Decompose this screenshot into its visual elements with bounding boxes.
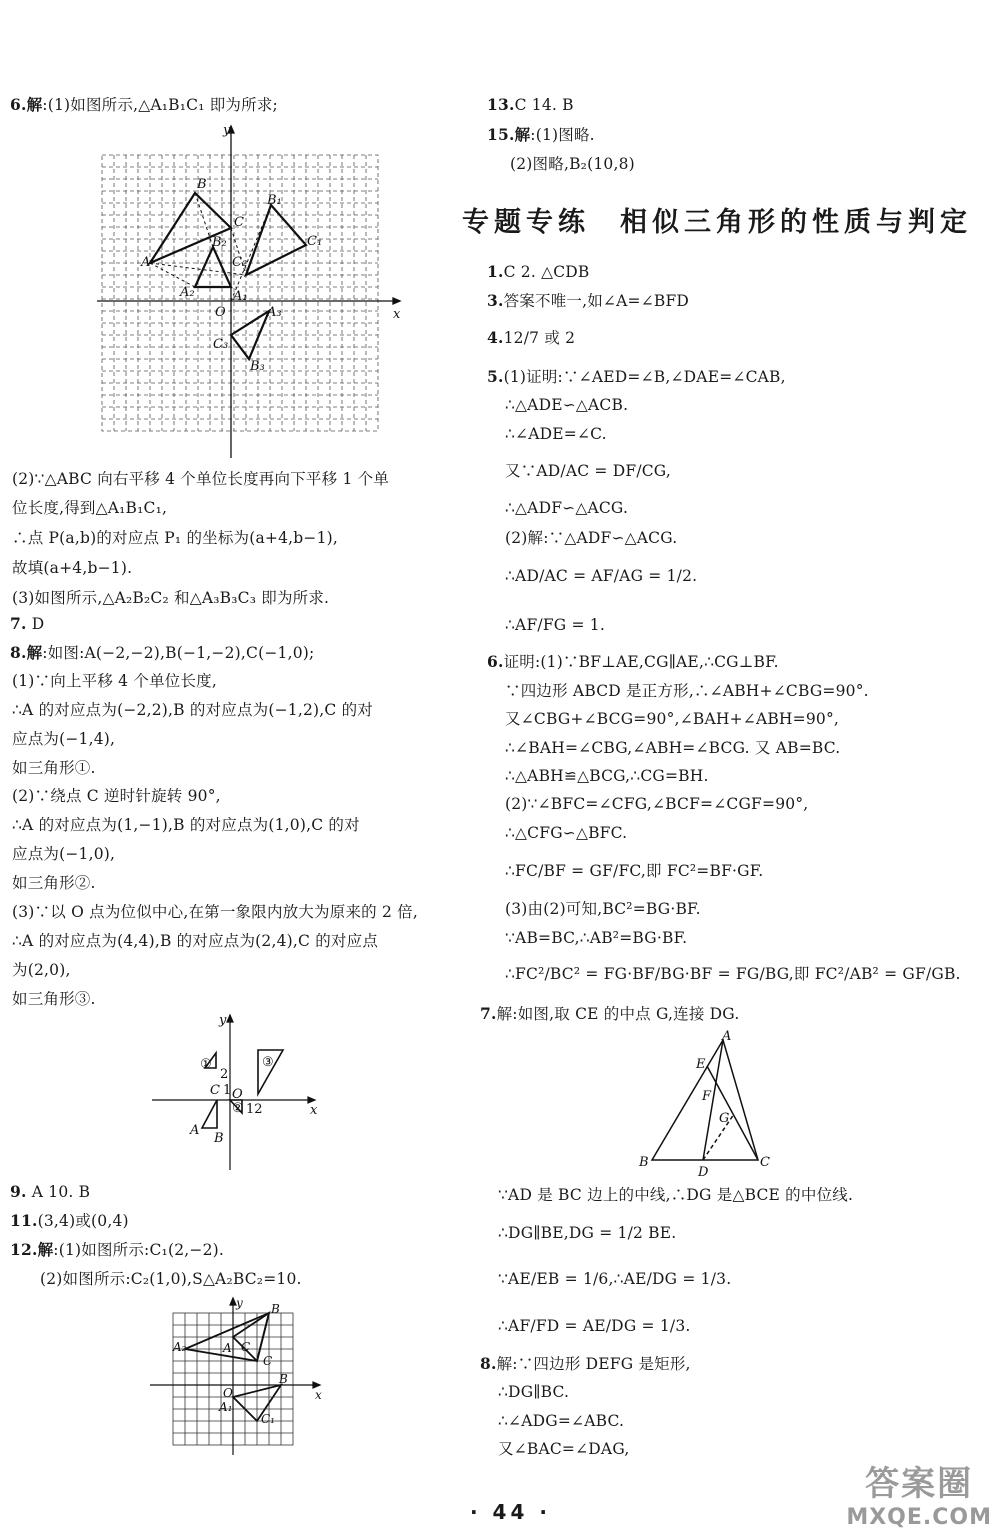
label-b: B <box>639 1155 649 1170</box>
q13-14-line: 13.C 14. B <box>487 95 574 114</box>
label-b: B <box>214 1131 224 1146</box>
q8-line5: 如三角形①. <box>12 759 96 777</box>
triangle-1-label: ① <box>200 1057 212 1072</box>
q8-line10: (3)∵以 O 点为位似中心,在第一象限内放大为原来的 2 倍, <box>12 903 418 921</box>
q8-line3: ∴A 的对应点为(−2,2),B 的对应点为(−1,2),C 的对 <box>12 701 374 719</box>
label-c2: C₂ <box>232 255 248 270</box>
y-label: y <box>236 1296 243 1310</box>
label-b2: B₂ <box>212 235 227 250</box>
origin-label: O <box>232 1087 243 1102</box>
q6-line1: 6.解:(1)如图所示,△A₁B₁C₁ 即为所求; <box>10 95 278 114</box>
s-q6-line8: ∴FC/BF = GF/FC,即 FC²=BF·GF. <box>505 862 764 880</box>
label-a: A <box>190 1123 200 1138</box>
s-q7-line2: ∵AD 是 BC 边上的中线,∴DG 是△BCE 的中位线. <box>498 1186 854 1204</box>
s-q1-2-line: 1.C 2. △CDB <box>487 262 590 281</box>
s-q7-line5: ∴AF/FD = AE/DG = 1/3. <box>498 1317 691 1335</box>
label-c: C <box>234 215 244 230</box>
label-c: C <box>263 1354 273 1368</box>
label-b3: B₃ <box>250 359 265 374</box>
q8-line4: 应点为(−1,4), <box>12 730 116 748</box>
s-q3-line: 3.答案不唯一,如∠A=∠BFD <box>487 291 690 310</box>
label-a2: A₂ <box>173 1340 187 1354</box>
x-label: x <box>393 307 401 322</box>
page-number: · 44 · <box>470 1500 551 1524</box>
label-b1: B <box>279 1372 288 1386</box>
q9-10-line: 9. A 10. B <box>10 1182 91 1201</box>
s-q8-line1: 8.解:∵四边形 DEFG 是矩形, <box>480 1354 691 1373</box>
tick-12: 12 <box>246 1102 263 1117</box>
s-q5-line2: ∴△ADE∽△ACB. <box>505 396 629 414</box>
s-q5-line4: 又∵AD/AC = DF/CG, <box>505 462 671 480</box>
q8-line2: (1)∵向上平移 4 个单位长度, <box>12 672 217 690</box>
label-a1: A₁ <box>219 1400 233 1414</box>
s-q6-line6: (2)∵∠BFC=∠CFG,∠BCF=∠CGF=90°, <box>505 795 809 813</box>
q6-line2: (2)∵△ABC 向右平移 4 个单位长度再向下平移 1 个单 <box>12 470 390 488</box>
y-label: y <box>219 1013 227 1028</box>
label-c1: C₁ <box>261 1412 275 1426</box>
label-c2: C <box>241 1340 251 1354</box>
q8-line9: 如三角形②. <box>12 874 96 892</box>
q8-line13: 如三角形③. <box>12 990 96 1008</box>
s-q4-line: 4.12/7 或 2 <box>487 328 576 347</box>
tick-2: 2 <box>220 1067 229 1082</box>
s-q6-line5: ∴△ABH≌△BCG,∴CG=BH. <box>505 767 709 785</box>
s-q6-line7: ∴△CFG∽△BFC. <box>505 824 628 842</box>
figure-q7-triangle <box>630 1030 780 1178</box>
axes <box>97 126 400 458</box>
q8-line12: 为(2,0), <box>12 961 71 979</box>
tick-1: 1 <box>223 1083 232 1098</box>
s-q7-line3: ∴DG∥BE,DG = 1/2 BE. <box>498 1224 677 1242</box>
s-q6-line4: ∴∠BAH=∠CBG,∠ABH=∠BCG. 又 AB=BC. <box>505 739 841 757</box>
s-q5-line8: ∴AF/FG = 1. <box>505 616 605 634</box>
s-q8-line3: ∴∠ADG=∠ABC. <box>498 1412 625 1430</box>
s-q5-line1: 5.(1)证明:∵∠AED=∠B,∠DAE=∠CAB, <box>487 367 786 386</box>
s-q6-line11: ∴FC²/BC² = FG·BF/BG·BF = FG/BG,即 FC²/AB² = GF/GB. <box>505 965 961 983</box>
s-q6-line9: (3)由(2)可知,BC²=BG·BF. <box>505 900 701 918</box>
label-a: A <box>141 255 151 270</box>
origin-label: O <box>215 305 226 320</box>
q15-line2: (2)图略,B₂(10,8) <box>510 155 635 173</box>
label-a: A <box>223 1341 232 1355</box>
q8-line1: 8.解:如图:A(−2,−2),B(−1,−2),C(−1,0); <box>10 643 315 662</box>
q15-line1: 15.解:(1)图略. <box>487 125 595 144</box>
label-g: G <box>719 1111 730 1126</box>
x-label: x <box>315 1388 322 1402</box>
s-q8-line4: 又∠BAC=∠DAG, <box>498 1440 630 1458</box>
section-title: 专题专练 相似三角形的性质与判定 <box>462 207 972 238</box>
s-q5-line7: ∴AD/AC = AF/AG = 1/2. <box>505 567 698 585</box>
s-q5-line3: ∴∠ADE=∠C. <box>505 425 607 443</box>
label-d: D <box>698 1165 709 1178</box>
q11-line: 11.(3,4)或(0,4) <box>10 1211 129 1230</box>
label-f: F <box>702 1089 712 1104</box>
q12-line1: 12.解:(1)如图所示:C₁(2,−2). <box>10 1240 225 1259</box>
triangle-2-label: ② <box>232 1101 244 1116</box>
figure-q6-grid <box>95 118 415 463</box>
q6-line3: 位长度,得到△A₁B₁C₁, <box>12 499 168 517</box>
s-q5-line5: ∴△ADF∽△ACG. <box>505 499 629 517</box>
s-q8-line2: ∴DG∥BC. <box>498 1383 570 1401</box>
label-b: B <box>197 177 207 192</box>
figure-q12-grid <box>145 1295 345 1460</box>
q7-line: 7. D <box>10 614 45 633</box>
q8-line7: ∴A 的对应点为(1,−1),B 的对应点为(1,0),C 的对 <box>12 816 360 834</box>
watermark-text: 答案圈 <box>865 1464 974 1504</box>
label-b1: B₁ <box>267 193 282 208</box>
label-e: E <box>696 1057 706 1072</box>
q6-line6: (3)如图所示,△A₂B₂C₂ 和△A₃B₃C₃ 即为所求. <box>12 589 330 607</box>
s-q7-line4: ∵AE/EB = 1/6,∴AE/DG = 1/3. <box>498 1270 732 1288</box>
s-q6-line3: 又∠CBG+∠BCG=90°,∠BAH+∠ABH=90°, <box>505 710 840 728</box>
figure-q8-axes <box>150 1010 330 1175</box>
s-q5-line6: (2)解:∵△ADF∽△ACG. <box>505 529 678 547</box>
watermark-url: MXQE.COM <box>846 1505 992 1530</box>
s-q6-line2: ∵四边形 ABCD 是正方形,∴∠ABH+∠CBG=90°. <box>505 682 869 700</box>
q6-line4: ∴点 P(a,b)的对应点 P₁ 的坐标为(a+4,b−1), <box>12 529 339 547</box>
x-label: x <box>310 1103 318 1118</box>
q12-line2: (2)如图所示:C₂(1,0),S△A₂BC₂=10. <box>40 1270 302 1288</box>
label-b: B <box>271 1302 280 1316</box>
label-a2: A₂ <box>180 285 195 300</box>
label-a: A <box>722 1030 732 1044</box>
q8-line11: ∴A 的对应点为(4,4),B 的对应点为(2,4),C 的对应点 <box>12 932 379 950</box>
s-q6-line10: ∵AB=BC,∴AB²=BG·BF. <box>505 929 688 947</box>
label-a1: A₁ <box>233 289 248 304</box>
q8-line6: (2)∵绕点 C 逆时针旋转 90°, <box>12 787 221 805</box>
s-q7-line1: 7.解:如图,取 CE 的中点 G,连接 DG. <box>480 1004 740 1023</box>
label-a3: A₃ <box>267 305 282 320</box>
label-c: C <box>210 1083 220 1098</box>
triangle-3-label: ③ <box>262 1055 274 1070</box>
q6-line5: 故填(a+4,b−1). <box>12 559 133 577</box>
label-c1: C₁ <box>307 234 323 249</box>
watermark <box>846 1456 992 1530</box>
label-c3: C₃ <box>213 337 229 352</box>
label-c: C <box>760 1155 770 1170</box>
s-q6-line1: 6.证明:(1)∵BF⊥AE,CG∥AE,∴CG⊥BF. <box>487 652 779 671</box>
y-label: y <box>223 123 231 138</box>
q8-line8: 应点为(−1,0), <box>12 845 116 863</box>
origin-label: O <box>223 1386 233 1400</box>
